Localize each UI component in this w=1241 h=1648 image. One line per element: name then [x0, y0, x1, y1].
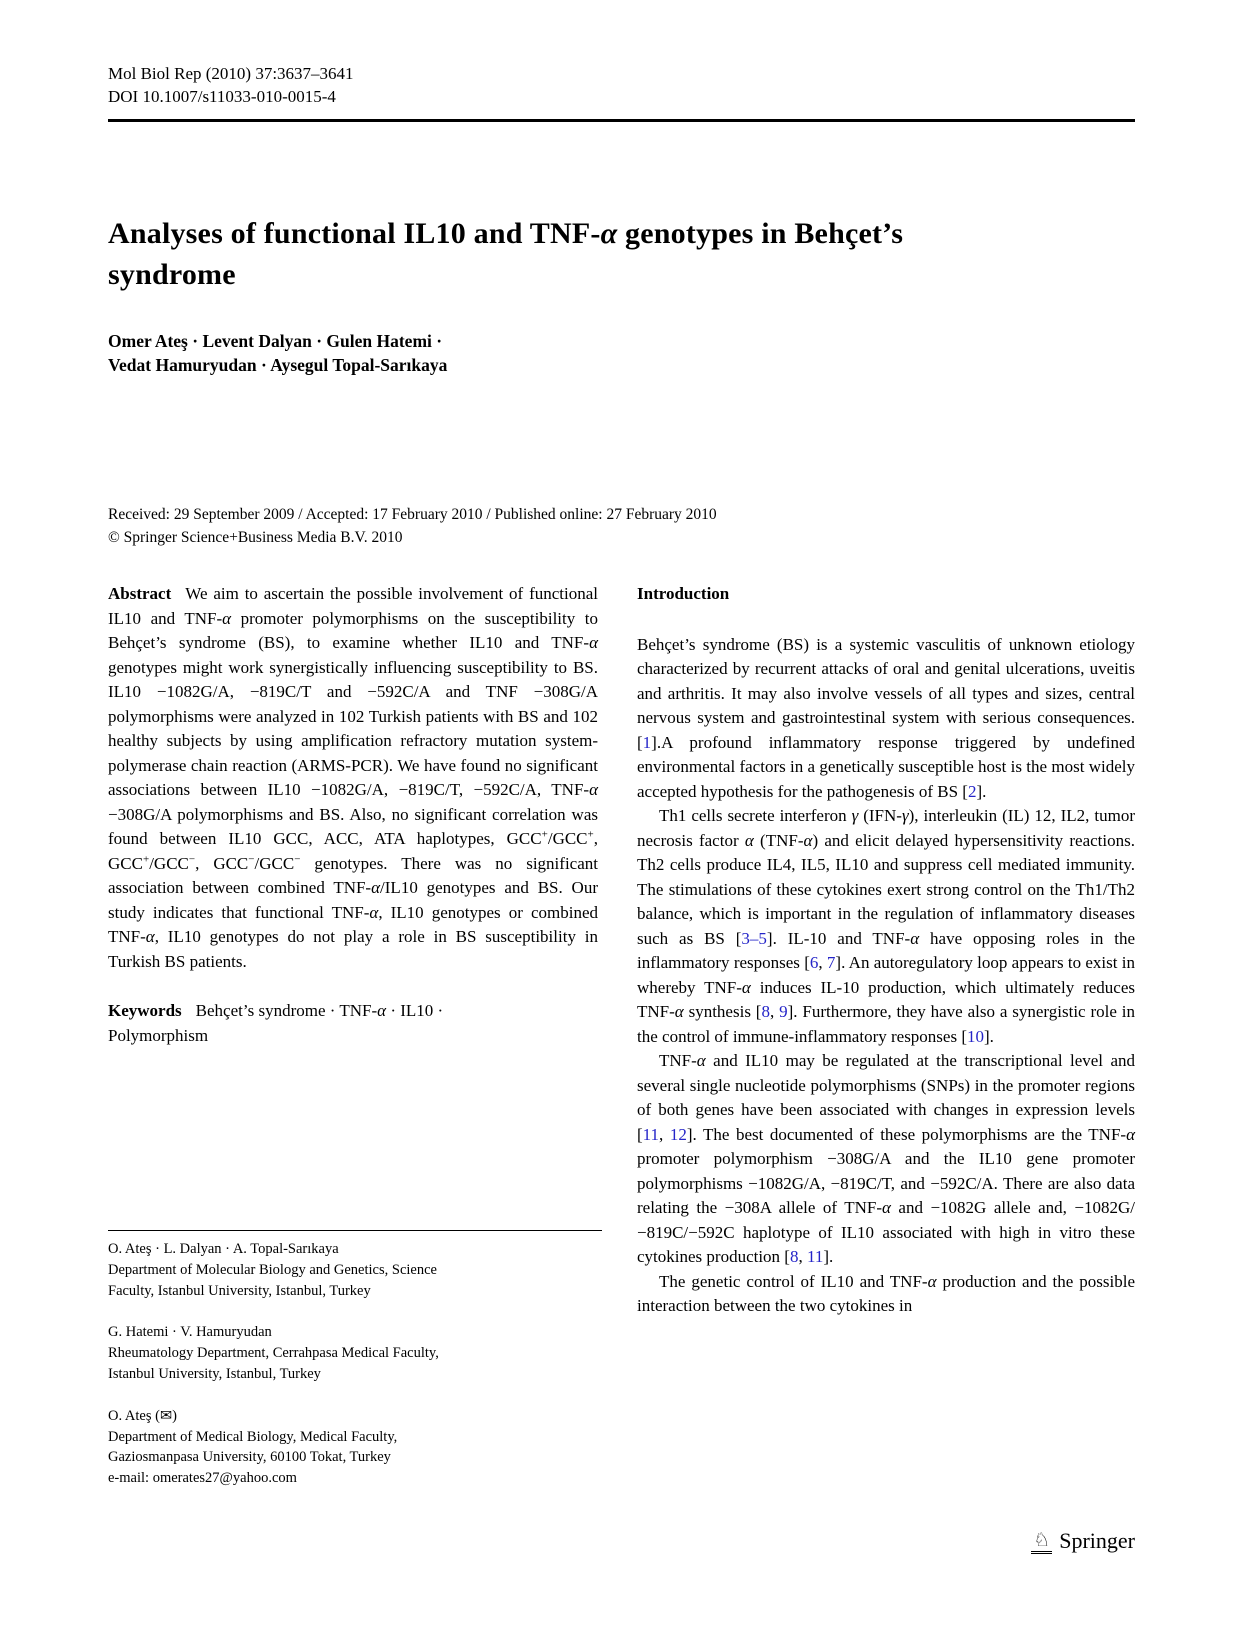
right-column — [637, 582, 1135, 1319]
intro-paragraph-2: Th1 cells secrete interferon γ (IFN-γ), interleukin (IL) 12, IL2, tumor necrosis factor α (TNF-α) and elicit delayed hypersensitivity reactions. Th2 cells produce IL4, IL5, IL10 and suppress cell mediated immunity. The stimulations of these cytokines exert strong control on the Th1/Th2 balance, which is important in the regulation of inflammatory diseases such as BS [3–5]. IL-10 and TNF-α have opposing roles in the inflammatory responses [6, 7]. An autoregulatory loop appears to exist in whereby TNF-α induces IL-10 production, which ultimately reduces TNF-α synthesis [8, 9]. Furthermore, they have also a synergistic role in the control of immune-inflammatory responses [10]. — [637, 806, 1136, 1046]
affiliation-group-2: G. Hatemi · V. Hamuryudan Rheumatology Department, Cerrahpasa Medical Faculty, Istanbul University, Istanbul, Turkey — [108, 1324, 439, 1382]
keywords-text: Behçet’s syndrome · TNF-α · IL10 · Polymorphism — [108, 1001, 444, 1045]
affiliation-group-1: O. Ateş · L. Dalyan · A. Topal-Sarıkaya Department of Molecular Biology and Genetics, Science Faculty, Istanbul University, Istanbul, Turkey — [108, 1241, 437, 1299]
journal-doi: DOI 10.1007/s11033-010-0015-4 — [108, 87, 336, 106]
intro-paragraph-1: Behçet’s syndrome (BS) is a systemic vasculitis of unknown etiology characterized by recurrent attacks of oral and genital ulcerations, uveitis and arthritis. It may also involve vessels of all types and sizes, central nervous system and gastrointestinal system with serious consequences. [1].A profound inflammatory response triggered by undefined environmental factors in a genetically susceptible host is the most widely accepted hypothesis for the pathogenesis of BS [2]. — [637, 634, 1135, 801]
intro-paragraph-4: The genetic control of IL10 and TNF-α production and the possible interaction between the two cytokines in — [637, 1271, 1135, 1315]
keywords-paragraph — [108, 999, 598, 1048]
journal-header — [108, 62, 354, 108]
header-divider — [108, 119, 1135, 122]
left-column — [108, 582, 598, 1048]
received-accepted-line: Received: 29 September 2009 / Accepted: 17 February 2010 / Published online: 27 February 2010 — [108, 506, 717, 523]
abstract-label: Abstract — [108, 584, 172, 603]
footnote-block — [108, 1230, 602, 1489]
abstract-text: We aim to ascertain the possible involvement of functional IL10 and TNF-α promoter polymorphisms on the susceptibility to Behçet’s syndrome (BS), to examine whether IL10 and TNF-α genotypes might work synergistically influencing susceptibility to BS. IL10 −1082G/A, −819C/T and −592C/A and TNF −308G/A polymorphisms were analyzed in 102 Turkish patients with BS and 102 healthy subjects by using amplification refractory mutation system-polymerase chain reaction (ARMS-PCR). We have found no significant associations between IL10 −1082G/A, −819C/T, −592C/A, TNF-α −308G/A polymorphisms and BS. Also, no significant correlation was found between IL10 GCC, ACC, ATA haplotypes, GCC+/GCC+, GCC+/GCC−, GCC−/GCC− genotypes. There was no significant association between combined TNF-α/IL10 genotypes and BS. Our study indicates that functional TNF-α, IL10 genotypes or combined TNF-α, IL10 genotypes do not play a role in BS susceptibility in Turkish BS patients. — [108, 584, 598, 971]
affiliation-group-3: O. Ateş (✉) Department of Medical Biology, Medical Faculty, Gaziosmanpasa University, 60100 Tokat, Turkey e-mail: omerates27@yahoo.com — [108, 1407, 398, 1487]
springer-wordmark: Springer — [1059, 1528, 1135, 1553]
springer-logo — [1031, 1528, 1135, 1556]
author-list: Omer Ateş · Levent Dalyan · Gulen Hatemi · Vedat Hamuryudan · Aysegul Topal-Sarıkaya — [108, 331, 448, 375]
intro-paragraph-3: TNF-α and IL10 may be regulated at the transcriptional level and several single nucleotide polymorphisms (SNPs) in the promoter regions of both genes have been associated with changes in expression levels [11, 12]. The best documented of these polymorphisms are the TNF-α promoter polymorphism −308G/A and the IL10 gene promoter polymorphisms −1082G/A, −819C/T, and −592C/A. There are also data relating the −308A allele of TNF-α and −1082G allele and, −1082G/−819C/−592C haplotype of IL10 associated with high in vitro these cytokines production [8, 11]. — [637, 1051, 1135, 1266]
publication-dates — [108, 504, 1135, 549]
paper-title: Analyses of functional IL10 and TNF-α genotypes in Behçet’s syndrome — [108, 217, 904, 291]
journal-ref: Mol Biol Rep (2010) 37:3637–3641 — [108, 64, 354, 83]
keywords-label: Keywords — [108, 1001, 182, 1020]
introduction-heading: Introduction — [637, 584, 730, 603]
abstract-paragraph — [108, 582, 598, 974]
copyright-line: © Springer Science+Business Media B.V. 2010 — [108, 528, 403, 546]
springer-knight-icon: ♘ — [1031, 1531, 1052, 1554]
